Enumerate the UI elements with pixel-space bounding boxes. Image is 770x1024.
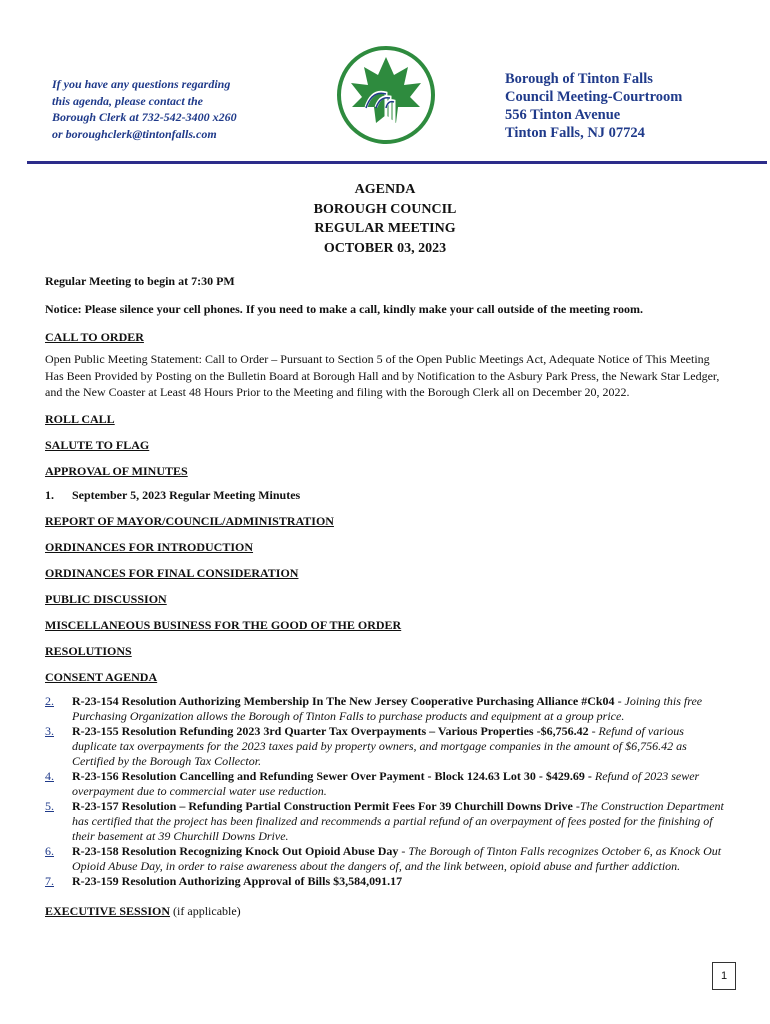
resolution-description: - The Borough of Tinton Falls recognizes October 6, as Knock Out Opioid Abuse Day, in order to raise awareness about the dangers of, and the link between, opioid abuse and further addiction.	[72, 843, 722, 873]
address-line: Council Meeting-Courtroom	[505, 89, 683, 105]
minutes-item-number: 1.	[45, 487, 54, 502]
resolution-list	[45, 694, 725, 889]
header-divider	[27, 161, 767, 164]
meeting-date: OCTOBER 03, 2023	[323, 240, 447, 256]
list-item	[45, 844, 725, 874]
executive-session	[45, 903, 725, 919]
section-call-to-order: CALL TO ORDER	[45, 330, 144, 344]
resolution-title: R-23-155 Resolution Refunding 2023 3rd Quarter Tax Overpayments – Various Properties -$6,756.42	[72, 723, 589, 738]
section-resolutions: RESOLUTIONS	[45, 643, 132, 658]
resolution-description: -The Construction Department has certified that the project has been finalized and recommends a partial refund of an overpayment of fees posted for the finishing of their basement at 39 Churchill Downs Drive.	[72, 798, 724, 843]
leaf-logo-icon	[336, 45, 436, 145]
minutes-item	[45, 488, 725, 503]
resolution-number-link[interactable]: 7.	[45, 873, 54, 888]
section-consent-agenda: CONSENT AGENDA	[45, 669, 158, 684]
address-line: Tinton Falls, NJ 07724	[505, 125, 645, 141]
resolution-description: - Refund of various duplicate tax overpayments for the 2023 taxes paid by property owners, and mortgage companies in the amount of $6,756.42 as Certified by the Borough Tax Collector.	[72, 723, 687, 768]
resolution-title: R-23-154 Resolution Authorizing Membership In The New Jersey Cooperative Purchasing Alliance #Ck04	[72, 693, 615, 708]
contact-email[interactable]: or boroughclerk@tintonfalls.com	[52, 126, 217, 141]
contact-line: If you have any questions regarding	[52, 77, 231, 91]
call-to-order-text: Open Public Meeting Statement: Call to Order – Pursuant to Section 5 of the Open Public Meetings Act, Adequate Notice of This Meeting Has Been Provided by Posting on the Bulletin Board at Borough Hall and by Notification to the Asbury Park Press, the Newark Star Ledger, and the New Coaster at Least 48 Hours Prior to the Meeting and filing with the Borough Clerk all on December 20, 2022.	[45, 352, 720, 399]
borough-address	[505, 70, 682, 142]
resolution-number-link[interactable]: 2.	[45, 693, 54, 708]
resolution-title: R-23-157 Resolution – Refunding Partial Construction Permit Fees For 39 Churchill Downs Drive	[72, 798, 573, 813]
address-line: 556 Tinton Avenue	[505, 107, 621, 123]
resolution-number-link[interactable]: 6.	[45, 843, 54, 858]
section-approval-of-minutes: APPROVAL OF MINUTES	[45, 463, 188, 478]
section-ordinances-final: ORDINANCES FOR FINAL CONSIDERATION	[45, 565, 299, 580]
list-item	[45, 694, 725, 724]
notice: Notice: Please silence your cell phones. If you need to make a call, kindly make your call outside of the meeting room.	[45, 302, 643, 316]
resolution-number-link[interactable]: 5.	[45, 798, 54, 813]
list-item	[45, 799, 725, 844]
section-public-discussion: PUBLIC DISCUSSION	[45, 591, 167, 606]
agenda-title	[0, 180, 770, 258]
meeting-start: Regular Meeting to begin at 7:30 PM	[45, 274, 235, 288]
minutes-item-text: September 5, 2023 Regular Meeting Minutes	[72, 487, 301, 502]
section-report: REPORT OF MAYOR/COUNCIL/ADMINISTRATION	[45, 513, 334, 528]
resolution-number-link[interactable]: 3.	[45, 723, 54, 738]
section-roll-call: ROLL CALL	[45, 411, 115, 426]
contact-info	[52, 76, 282, 142]
resolution-title: R-23-159 Resolution Authorizing Approval of Bills $3,584,091.17	[72, 873, 403, 888]
page-number: 1	[712, 962, 736, 990]
section-salute-to-flag: SALUTE TO FLAG	[45, 437, 150, 452]
executive-session-note: (if applicable)	[170, 903, 241, 918]
title-line: AGENDA	[354, 182, 416, 197]
address-line: Borough of Tinton Falls	[505, 71, 653, 87]
list-item	[45, 724, 725, 769]
agenda-body	[45, 273, 725, 919]
section-ordinances-introduction: ORDINANCES FOR INTRODUCTION	[45, 539, 254, 554]
contact-line: this agenda, please contact the	[52, 93, 203, 108]
section-misc-business: MISCELLANEOUS BUSINESS FOR THE GOOD OF THE ORDER	[45, 617, 402, 632]
list-item	[45, 769, 725, 799]
resolution-title: R-23-156 Resolution Cancelling and Refunding Sewer Over Payment - Block 124.63 Lot 30 - $429.69 -	[72, 768, 592, 783]
title-line: REGULAR MEETING	[314, 221, 456, 236]
resolution-title: R-23-158 Resolution Recognizing Knock Out Opioid Abuse Day	[72, 843, 399, 858]
resolution-number-link[interactable]: 4.	[45, 768, 54, 783]
resolution-description: - Joining this free Purchasing Organization allows the Borough of Tinton Falls to purchase products and equipment at a group price.	[72, 693, 703, 723]
contact-line: Borough Clerk at 732-542-3400 x260	[52, 110, 237, 124]
section-executive-session: EXECUTIVE SESSION	[45, 903, 171, 918]
resolution-description: Refund of 2023 sewer overpayment due to commercial water use reduction.	[72, 768, 700, 798]
title-line: BOROUGH COUNCIL	[313, 201, 457, 217]
list-item	[45, 874, 725, 889]
